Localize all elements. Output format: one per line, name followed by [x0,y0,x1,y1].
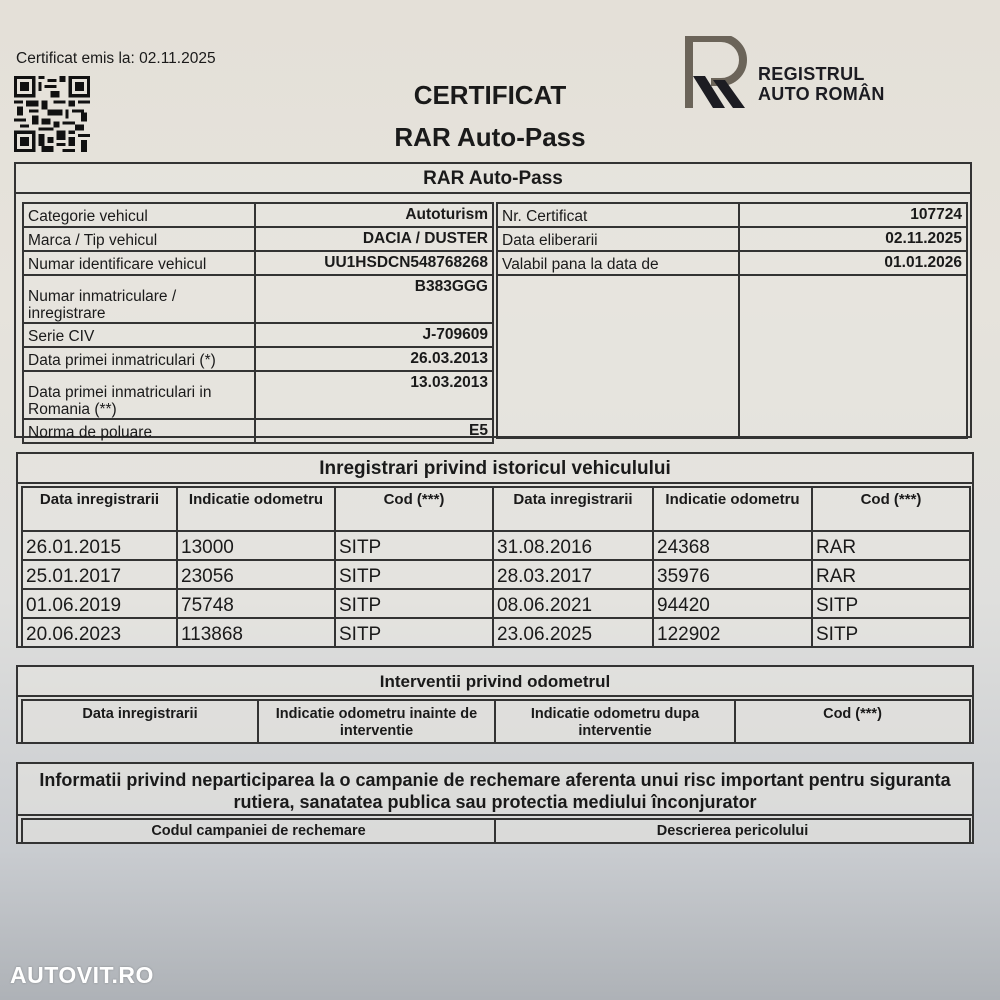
column-header: Data inregistrarii [22,487,177,531]
column-header: Cod (***) [812,487,970,531]
field-value: J-709609 [255,323,493,347]
rar-logo [683,36,913,112]
section-title: Interventii privind odometrul [18,667,972,697]
column-header: Cod (***) [335,487,493,531]
vehicle-data-section [14,162,972,441]
table-cell: SITP [812,589,970,618]
table-cell: SITP [335,589,493,618]
table-cell: 75748 [177,589,335,618]
column-header: Indicatie odometru dupa interventie [495,700,735,743]
vehicle-data-table [22,202,494,444]
table-row [23,347,493,371]
field-value: 01.01.2026 [739,251,967,275]
field-label: Marca / Tip vehicul [23,227,255,251]
column-header: Data inregistrarii [493,487,653,531]
field-label: Data primei inmatriculari (*) [23,347,255,371]
table-cell: 13000 [177,531,335,560]
rar-logo-mark-icon [683,36,755,112]
table-cell: 35976 [653,560,812,589]
certificate-title: CERTIFICAT [413,80,567,110]
table-header-row [22,487,970,531]
table-row [23,371,493,419]
history-table [21,486,971,648]
recall-campaign-section [16,762,974,844]
table-header-row [22,700,970,743]
table-row [497,227,967,251]
issued-date: Certificat emis la: 02.11.2025 [16,50,216,67]
table-cell: SITP [812,618,970,647]
table-row [497,203,967,227]
column-header: Indicatie odometru [653,487,812,531]
table-cell: SITP [335,531,493,560]
logo-line-1: REGISTRUL [758,64,865,84]
odometer-interventions-section [16,665,974,744]
table-row [23,275,493,323]
field-value: 26.03.2013 [255,347,493,371]
table-cell: 28.03.2017 [493,560,653,589]
section-title: Informatii privind neparticiparea la o campanie de rechemare aferenta unui risc important pentru siguranta rutiera, sanatatea publica sau protectia mediului înconjurator [18,764,972,816]
field-label: Nr. Certificat [497,203,739,227]
empty-row [497,275,967,438]
table-row [22,618,970,647]
table-row [22,589,970,618]
table-row [23,251,493,275]
table-row [22,560,970,589]
column-header: Data inregistrarii [22,700,258,743]
column-header: Indicatie odometru [177,487,335,531]
table-cell: 31.08.2016 [493,531,653,560]
field-label: Serie CIV [23,323,255,347]
certificate-subtitle: RAR Auto-Pass [394,122,586,152]
table-row [23,203,493,227]
field-value: 107724 [739,203,967,227]
table-header-row [22,819,970,843]
table-cell: RAR [812,560,970,589]
logo-line-2: AUTO ROMÂN [758,84,885,104]
autovit-watermark: AUTOVIT.RO [10,962,154,988]
table-cell: 25.01.2017 [22,560,177,589]
recall-table [21,818,971,844]
table-row [22,531,970,560]
field-value: E5 [255,419,493,443]
table-cell: 20.06.2023 [22,618,177,647]
table-cell: 23.06.2025 [493,618,653,647]
field-value: B383GGG [255,275,493,323]
table-cell: 01.06.2019 [22,589,177,618]
field-value: 02.11.2025 [739,227,967,251]
table-row [23,323,493,347]
section-title: RAR Auto-Pass [16,164,970,194]
qr-code-icon [14,76,90,152]
field-label: Data eliberarii [497,227,739,251]
table-cell: SITP [335,618,493,647]
field-value: Autoturism [255,203,493,227]
table-row [23,419,493,443]
table-cell: 94420 [653,589,812,618]
field-label: Numar inmatriculare / inregistrare [23,275,255,323]
table-row [23,227,493,251]
field-label: Data primei inmatriculari in Romania (**) [23,371,255,419]
column-header: Indicatie odometru inainte de interventie [258,700,495,743]
field-label: Valabil pana la data de [497,251,739,275]
field-label: Categorie vehicul [23,203,255,227]
field-value: 13.03.2013 [255,371,493,419]
table-cell: SITP [335,560,493,589]
table-cell: 24368 [653,531,812,560]
table-cell: 113868 [177,618,335,647]
field-label: Norma de poluare [23,419,255,443]
table-cell: 23056 [177,560,335,589]
table-cell: 08.06.2021 [493,589,653,618]
field-value: DACIA / DUSTER [255,227,493,251]
certificate-info-table [496,202,968,439]
field-value: UU1HSDCN548768268 [255,251,493,275]
interventions-table [21,699,971,744]
column-header: Cod (***) [735,700,970,743]
section-title: Inregistrari privind istoricul vehiculului [18,454,972,484]
history-section [16,452,974,648]
field-label: Numar identificare vehicul [23,251,255,275]
column-header: Codul campaniei de rechemare [22,819,495,843]
table-cell: 122902 [653,618,812,647]
table-cell: RAR [812,531,970,560]
table-row [497,251,967,275]
table-cell: 26.01.2015 [22,531,177,560]
column-header: Descrierea pericolului [495,819,970,843]
